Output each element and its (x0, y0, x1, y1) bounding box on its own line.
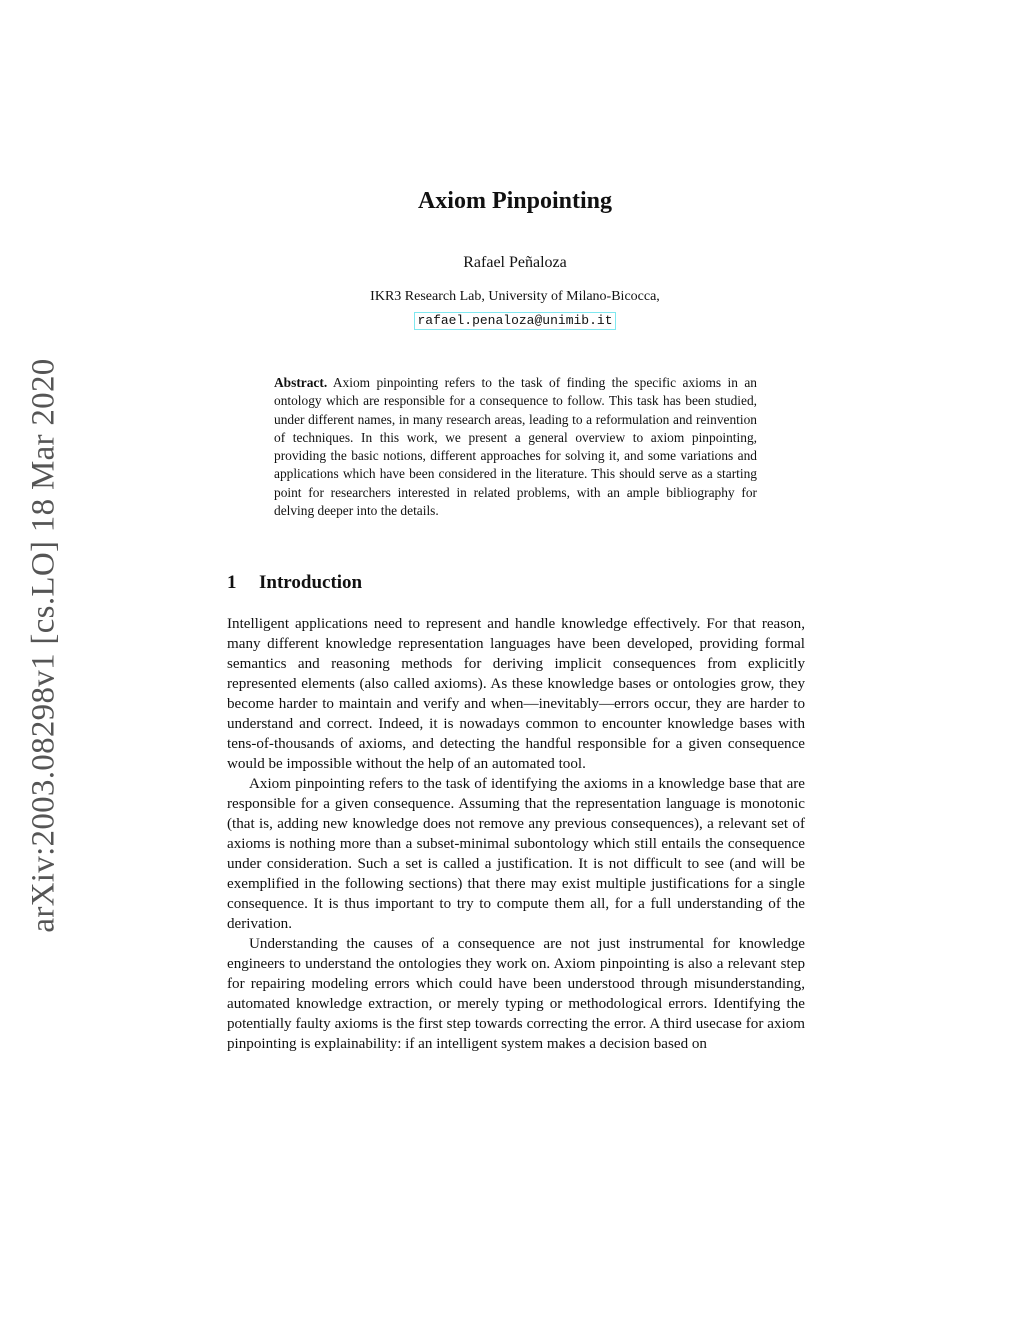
section-number: 1 (227, 572, 237, 593)
paragraph: Intelligent applications need to represent and handle knowledge effectively. For that reason, many different knowledge representation languages have been developed, providing formal semantics and reasoning methods for deriving implicit consequences from explicitly represented elements (also called axioms). As these knowledge bases or ontologies grow, they become harder to maintain and verify and when—inevitably—errors occur, they are harder to understand and correct. Indeed, it is nowadays common to encounter knowledge bases with tens-of-thousands of axioms, and detecting the handful responsible for a given consequence would be impossible without the help of an automated tool. (227, 616, 805, 772)
body-text (227, 614, 805, 1054)
paragraph: Understanding the causes of a consequence are not just instrumental for knowledge engineers to understand the ontologies they work on. Axiom pinpointing is also a relevant step for repairing modeling errors which could have been understood through misunderstanding, automated knowledge extraction, or merely typing or methodological errors. Identifying the potentially faulty axioms is the first step towards correcting the error. A third usecase for axiom pinpointing is explainability: if an intelligent system makes a decision based on (227, 936, 805, 1052)
arxiv-id-text: arXiv:2003.08298v1 [cs.LO] 18 Mar 2020 (25, 357, 62, 933)
paper-title: Axiom Pinpointing (417, 188, 613, 214)
email-container (0, 309, 1024, 330)
abstract (274, 374, 757, 520)
author-affiliation: IKR3 Research Lab, University of Milano-Bicocca, (370, 289, 660, 304)
section-title: Introduction (259, 572, 363, 593)
author-email-link[interactable]: rafael.penaloza@unimib.it (414, 312, 615, 330)
arxiv-sidebar-identifier (22, 350, 66, 940)
abstract-text: Axiom pinpointing refers to the task of finding the specific axioms in an ontology which are responsible for a consequence to follow. This task has been studied, under different names, in many research areas, leading to a reformulation and reinvention of techniques. In this work, we present a general overview to axiom pinpointing, providing the basic notions, different approaches for solving it, and some variations and applications which have been considered in the literature. This should serve as a starting point for researchers interested in related problems, with an ample bibliography for delving deeper into the details. (274, 375, 757, 519)
section-heading (227, 572, 362, 594)
author-name: Rafael Peñaloza (463, 254, 567, 271)
abstract-label: Abstract. (274, 375, 328, 390)
paragraph: Axiom pinpointing refers to the task of identifying the axioms in a knowledge base that are responsible for a given consequence. Assuming that the representation language is monotonic (that is, adding new knowledge does not remove any previous consequences), a relevant set of axioms is nothing more than a subset-minimal subontology which still entails the consequence under consideration. Such a set is called a justification. It is not difficult to see (and will be exemplified in the following sections) that there may exist multiple justifications for a single consequence. It is thus important to try to compute them all, for a full understanding of the derivation. (227, 776, 805, 932)
